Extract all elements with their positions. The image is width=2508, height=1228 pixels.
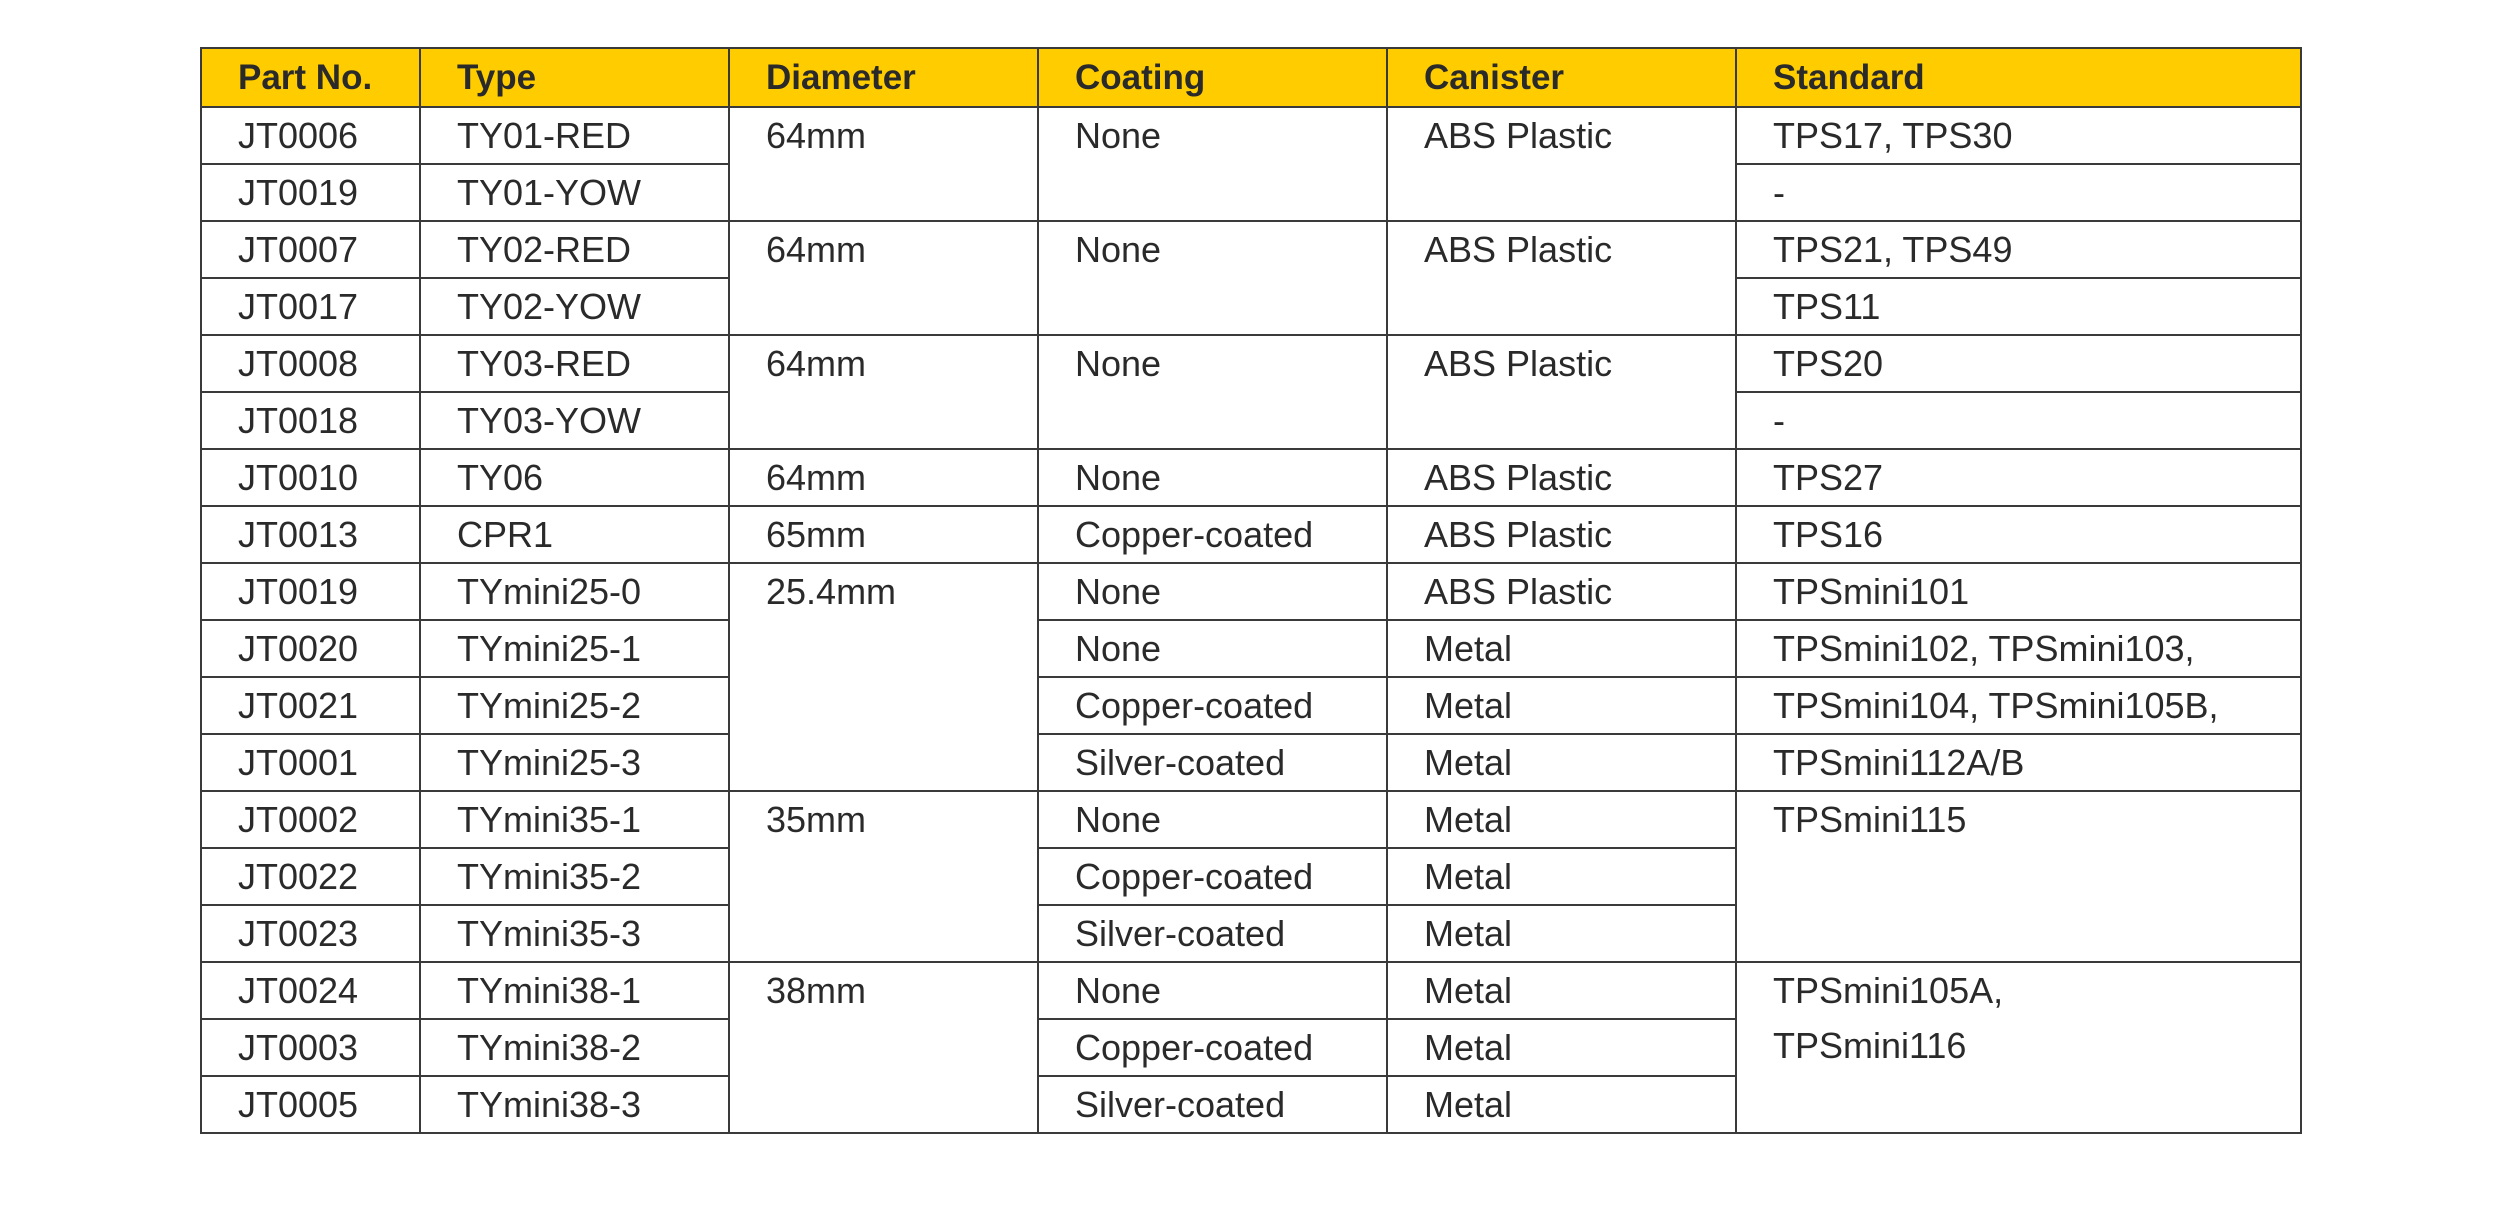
canister-cell: Metal xyxy=(1387,848,1736,905)
table-row xyxy=(201,506,2301,563)
part-no-cell: JT0010 xyxy=(201,449,420,506)
coating-cell: Silver-coated xyxy=(1038,1076,1387,1133)
standard-cell: TPSmini104, TPSmini105B, xyxy=(1736,677,2301,734)
type-cell: TY02-YOW xyxy=(420,278,729,335)
diameter-cell: 38mm xyxy=(729,962,1038,1133)
table-row xyxy=(201,620,2301,677)
standard-line: TPSmini105A, xyxy=(1773,970,2004,1011)
type-cell: CPR1 xyxy=(420,506,729,563)
canister-cell: Metal xyxy=(1387,1019,1736,1076)
standard-cell: - xyxy=(1736,392,2301,449)
canister-cell: Metal xyxy=(1387,905,1736,962)
table-row xyxy=(201,335,2301,392)
diameter-cell: 64mm xyxy=(729,449,1038,506)
type-cell: TYmini35-3 xyxy=(420,905,729,962)
type-cell: TY03-RED xyxy=(420,335,729,392)
spec-table xyxy=(200,47,2302,1134)
canister-cell: ABS Plastic xyxy=(1387,335,1736,449)
header-type: Type xyxy=(420,48,729,107)
table-row xyxy=(201,962,2301,1019)
standard-line: TPSmini116 xyxy=(1773,1025,1967,1066)
standard-cell: TPS11 xyxy=(1736,278,2301,335)
type-cell: TYmini38-2 xyxy=(420,1019,729,1076)
type-cell: TY06 xyxy=(420,449,729,506)
table-row xyxy=(201,107,2301,164)
table-row xyxy=(201,221,2301,278)
coating-cell: Silver-coated xyxy=(1038,905,1387,962)
canister-cell: ABS Plastic xyxy=(1387,563,1736,620)
header-row xyxy=(201,48,2301,107)
part-no-cell: JT0013 xyxy=(201,506,420,563)
coating-cell: Silver-coated xyxy=(1038,734,1387,791)
canister-cell: Metal xyxy=(1387,620,1736,677)
type-cell: TYmini35-2 xyxy=(420,848,729,905)
standard-cell: TPS20 xyxy=(1736,335,2301,392)
standard-cell: TPSmini102, TPSmini103, xyxy=(1736,620,2301,677)
diameter-cell: 25.4mm xyxy=(729,563,1038,791)
canister-cell: Metal xyxy=(1387,791,1736,848)
coating-cell: None xyxy=(1038,962,1387,1019)
part-no-cell: JT0019 xyxy=(201,164,420,221)
canister-cell: Metal xyxy=(1387,962,1736,1019)
header-coating: Coating xyxy=(1038,48,1387,107)
table-row xyxy=(201,791,2301,848)
type-cell: TYmini25-0 xyxy=(420,563,729,620)
header-diameter: Diameter xyxy=(729,48,1038,107)
coating-cell: Copper-coated xyxy=(1038,506,1387,563)
diameter-cell: 64mm xyxy=(729,221,1038,335)
standard-cell xyxy=(1736,962,2301,1133)
canister-cell: ABS Plastic xyxy=(1387,107,1736,221)
part-no-cell: JT0008 xyxy=(201,335,420,392)
coating-cell: None xyxy=(1038,221,1387,335)
type-cell: TYmini25-2 xyxy=(420,677,729,734)
part-no-cell: JT0002 xyxy=(201,791,420,848)
coating-cell: None xyxy=(1038,791,1387,848)
header-part-no: Part No. xyxy=(201,48,420,107)
standard-cell: - xyxy=(1736,164,2301,221)
part-no-cell: JT0005 xyxy=(201,1076,420,1133)
type-cell: TY02-RED xyxy=(420,221,729,278)
type-cell: TYmini38-1 xyxy=(420,962,729,1019)
part-no-cell: JT0020 xyxy=(201,620,420,677)
canister-cell: ABS Plastic xyxy=(1387,506,1736,563)
type-cell: TYmini25-3 xyxy=(420,734,729,791)
table-row xyxy=(201,449,2301,506)
table-row xyxy=(201,677,2301,734)
standard-cell: TPSmini101 xyxy=(1736,563,2301,620)
type-cell: TYmini38-3 xyxy=(420,1076,729,1133)
part-no-cell: JT0018 xyxy=(201,392,420,449)
standard-cell: TPS17, TPS30 xyxy=(1736,107,2301,164)
coating-cell: Copper-coated xyxy=(1038,1019,1387,1076)
coating-cell: None xyxy=(1038,563,1387,620)
type-cell: TYmini25-1 xyxy=(420,620,729,677)
canister-cell: Metal xyxy=(1387,677,1736,734)
part-no-cell: JT0022 xyxy=(201,848,420,905)
part-no-cell: JT0024 xyxy=(201,962,420,1019)
coating-cell: None xyxy=(1038,449,1387,506)
coating-cell: Copper-coated xyxy=(1038,677,1387,734)
part-no-cell: JT0003 xyxy=(201,1019,420,1076)
standard-cell: TPSmini115 xyxy=(1736,791,2301,962)
part-no-cell: JT0019 xyxy=(201,563,420,620)
coating-cell: Copper-coated xyxy=(1038,848,1387,905)
coating-cell: None xyxy=(1038,107,1387,221)
type-cell: TYmini35-1 xyxy=(420,791,729,848)
diameter-cell: 64mm xyxy=(729,107,1038,221)
part-no-cell: JT0007 xyxy=(201,221,420,278)
type-cell: TY01-RED xyxy=(420,107,729,164)
standard-cell: TPS21, TPS49 xyxy=(1736,221,2301,278)
part-no-cell: JT0021 xyxy=(201,677,420,734)
canister-cell: Metal xyxy=(1387,1076,1736,1133)
diameter-cell: 64mm xyxy=(729,335,1038,449)
canister-cell: ABS Plastic xyxy=(1387,221,1736,335)
spec-table-container xyxy=(200,47,2300,1134)
header-standard: Standard xyxy=(1736,48,2301,107)
table-row xyxy=(201,734,2301,791)
standard-cell: TPS16 xyxy=(1736,506,2301,563)
part-no-cell: JT0023 xyxy=(201,905,420,962)
part-no-cell: JT0017 xyxy=(201,278,420,335)
part-no-cell: JT0001 xyxy=(201,734,420,791)
coating-cell: None xyxy=(1038,620,1387,677)
canister-cell: Metal xyxy=(1387,734,1736,791)
coating-cell: None xyxy=(1038,335,1387,449)
canister-cell: ABS Plastic xyxy=(1387,449,1736,506)
diameter-cell: 65mm xyxy=(729,506,1038,563)
standard-cell: TPSmini112A/B xyxy=(1736,734,2301,791)
diameter-cell: 35mm xyxy=(729,791,1038,962)
type-cell: TY03-YOW xyxy=(420,392,729,449)
table-row xyxy=(201,563,2301,620)
type-cell: TY01-YOW xyxy=(420,164,729,221)
header-canister: Canister xyxy=(1387,48,1736,107)
part-no-cell: JT0006 xyxy=(201,107,420,164)
standard-cell: TPS27 xyxy=(1736,449,2301,506)
